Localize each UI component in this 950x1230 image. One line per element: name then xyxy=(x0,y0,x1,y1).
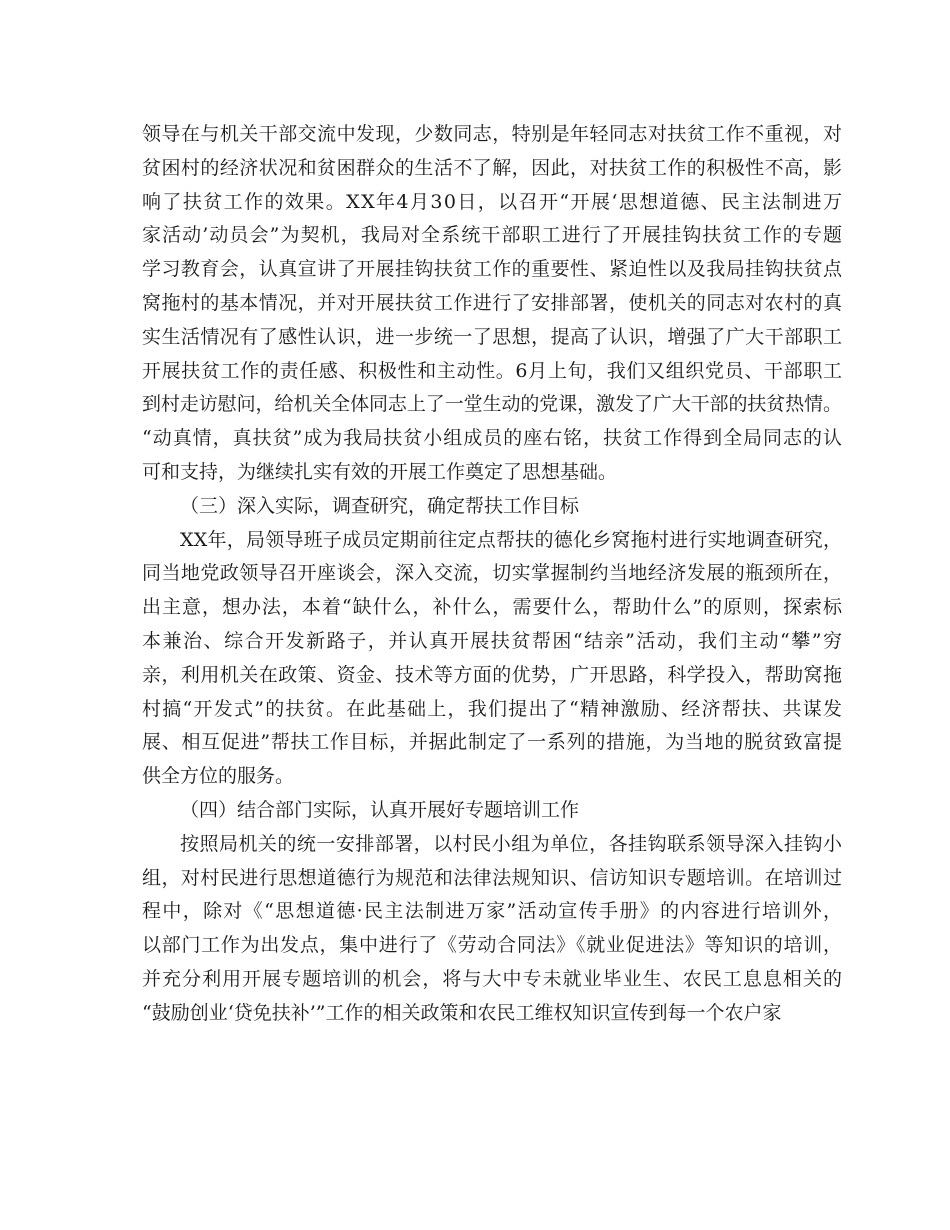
text-line: 家活动’动员会”为契机，我局对全系统干部职工进行了开展挂钩扶贫工作的专题 xyxy=(142,224,844,247)
text-line: 可和支持，为继续扎实有效的开展工作奠定了思想基础。 xyxy=(142,460,618,483)
text-line: “鼓励创业‘贷免扶补’”工作的相关政策和农民工维权知识宣传到每一个农户家 xyxy=(142,1001,782,1024)
text-line: 学习教育会，认真宣讲了开展挂钩扶贫工作的重要性、紧迫性以及我局挂钩扶贫点 xyxy=(142,258,843,281)
text-line: 程中，除对《“思想道德·民主法制进万家”活动宣传手册》的内容进行培训外， xyxy=(142,900,844,923)
paragraph-first-line: （四）结合部门实际，认真开展好专题培训工作 xyxy=(180,798,580,821)
text-line: 出主意，想办法，本着“缺什么，补什么，需要什么，帮助什么”的原则，探索标 xyxy=(142,596,843,619)
paragraph-first-line: （三）深入实际，调查研究，确定帮扶工作目标 xyxy=(180,494,580,517)
text-line: 到村走访慰问，给机关全体同志上了一堂生动的党课，激发了广大干部的扶贫热情。 xyxy=(142,393,842,416)
text-line: 同当地党政领导召开座谈会，深入交流，切实掌握制约当地经济发展的瓶颈所在， xyxy=(142,562,843,585)
text-line: 展、相互促进”帮扶工作目标，并据此制定了一系列的措施，为当地的脱贫致富提 xyxy=(142,731,843,754)
text-line: 村搞“开发式”的扶贫。在此基础上，我们提出了“精神激励、经济帮扶、共谋发 xyxy=(142,697,844,720)
text-line: 并充分利用开展专题培训的机会，将与大中专未就业毕业生、农民工息息相关的 xyxy=(142,967,844,990)
text-line: 贫困村的经济状况和贫困群众的生活不了解，因此，对扶贫工作的积极性不高，影 xyxy=(142,156,843,179)
paragraph-first-line: XX年，局领导班子成员定期前往定点帮扶的德化乡窝拖村进行实地调查研究， xyxy=(180,528,843,551)
text-line: 领导在与机关干部交流中发现，少数同志，特别是年轻同志对扶贫工作不重视，对 xyxy=(142,123,843,145)
text-line: 供全方位的服务。 xyxy=(142,765,295,788)
text-line: 组，对村民进行思想道德行为规范和法律法规知识、信访知识专题培训。在培训过 xyxy=(142,866,843,889)
text-line: 响了扶贫工作的效果。XX年4月30日，以召开“开展‘思想道德、民主法制进万 xyxy=(142,190,844,213)
text-line: 窝拖村的基本情况，并对开展扶贫工作进行了安排部署，使机关的同志对农村的真 xyxy=(142,291,843,314)
text-line: “动真情，真扶贫”成为我局扶贫小组成员的座右铭，扶贫工作得到全局同志的认 xyxy=(142,427,843,450)
text-line: 本兼治、综合开发新路子，并认真开展扶贫帮困“结亲”活动，我们主动“攀”穷 xyxy=(142,629,844,652)
text-line: 亲，利用机关在政策、资金、技术等方面的优势，广开思路，科学投入，帮助窝拖 xyxy=(142,663,843,686)
text-line: 以部门工作为出发点，集中进行了《劳动合同法》《就业促进法》等知识的培训， xyxy=(142,934,843,957)
text-line: 开展扶贫工作的责任感、积极性和主动性。6月上旬，我们又组织党员、干部职工 xyxy=(142,359,843,382)
document-body xyxy=(142,118,842,1031)
text-line: 实生活情况有了感性认识，进一步统一了思想，提高了认识，增强了广大干部职工 xyxy=(142,325,843,348)
paragraph-first-line: 按照局机关的统一安排部署，以村民小组为单位，各挂钩联系领导深入挂钩小 xyxy=(180,832,843,855)
